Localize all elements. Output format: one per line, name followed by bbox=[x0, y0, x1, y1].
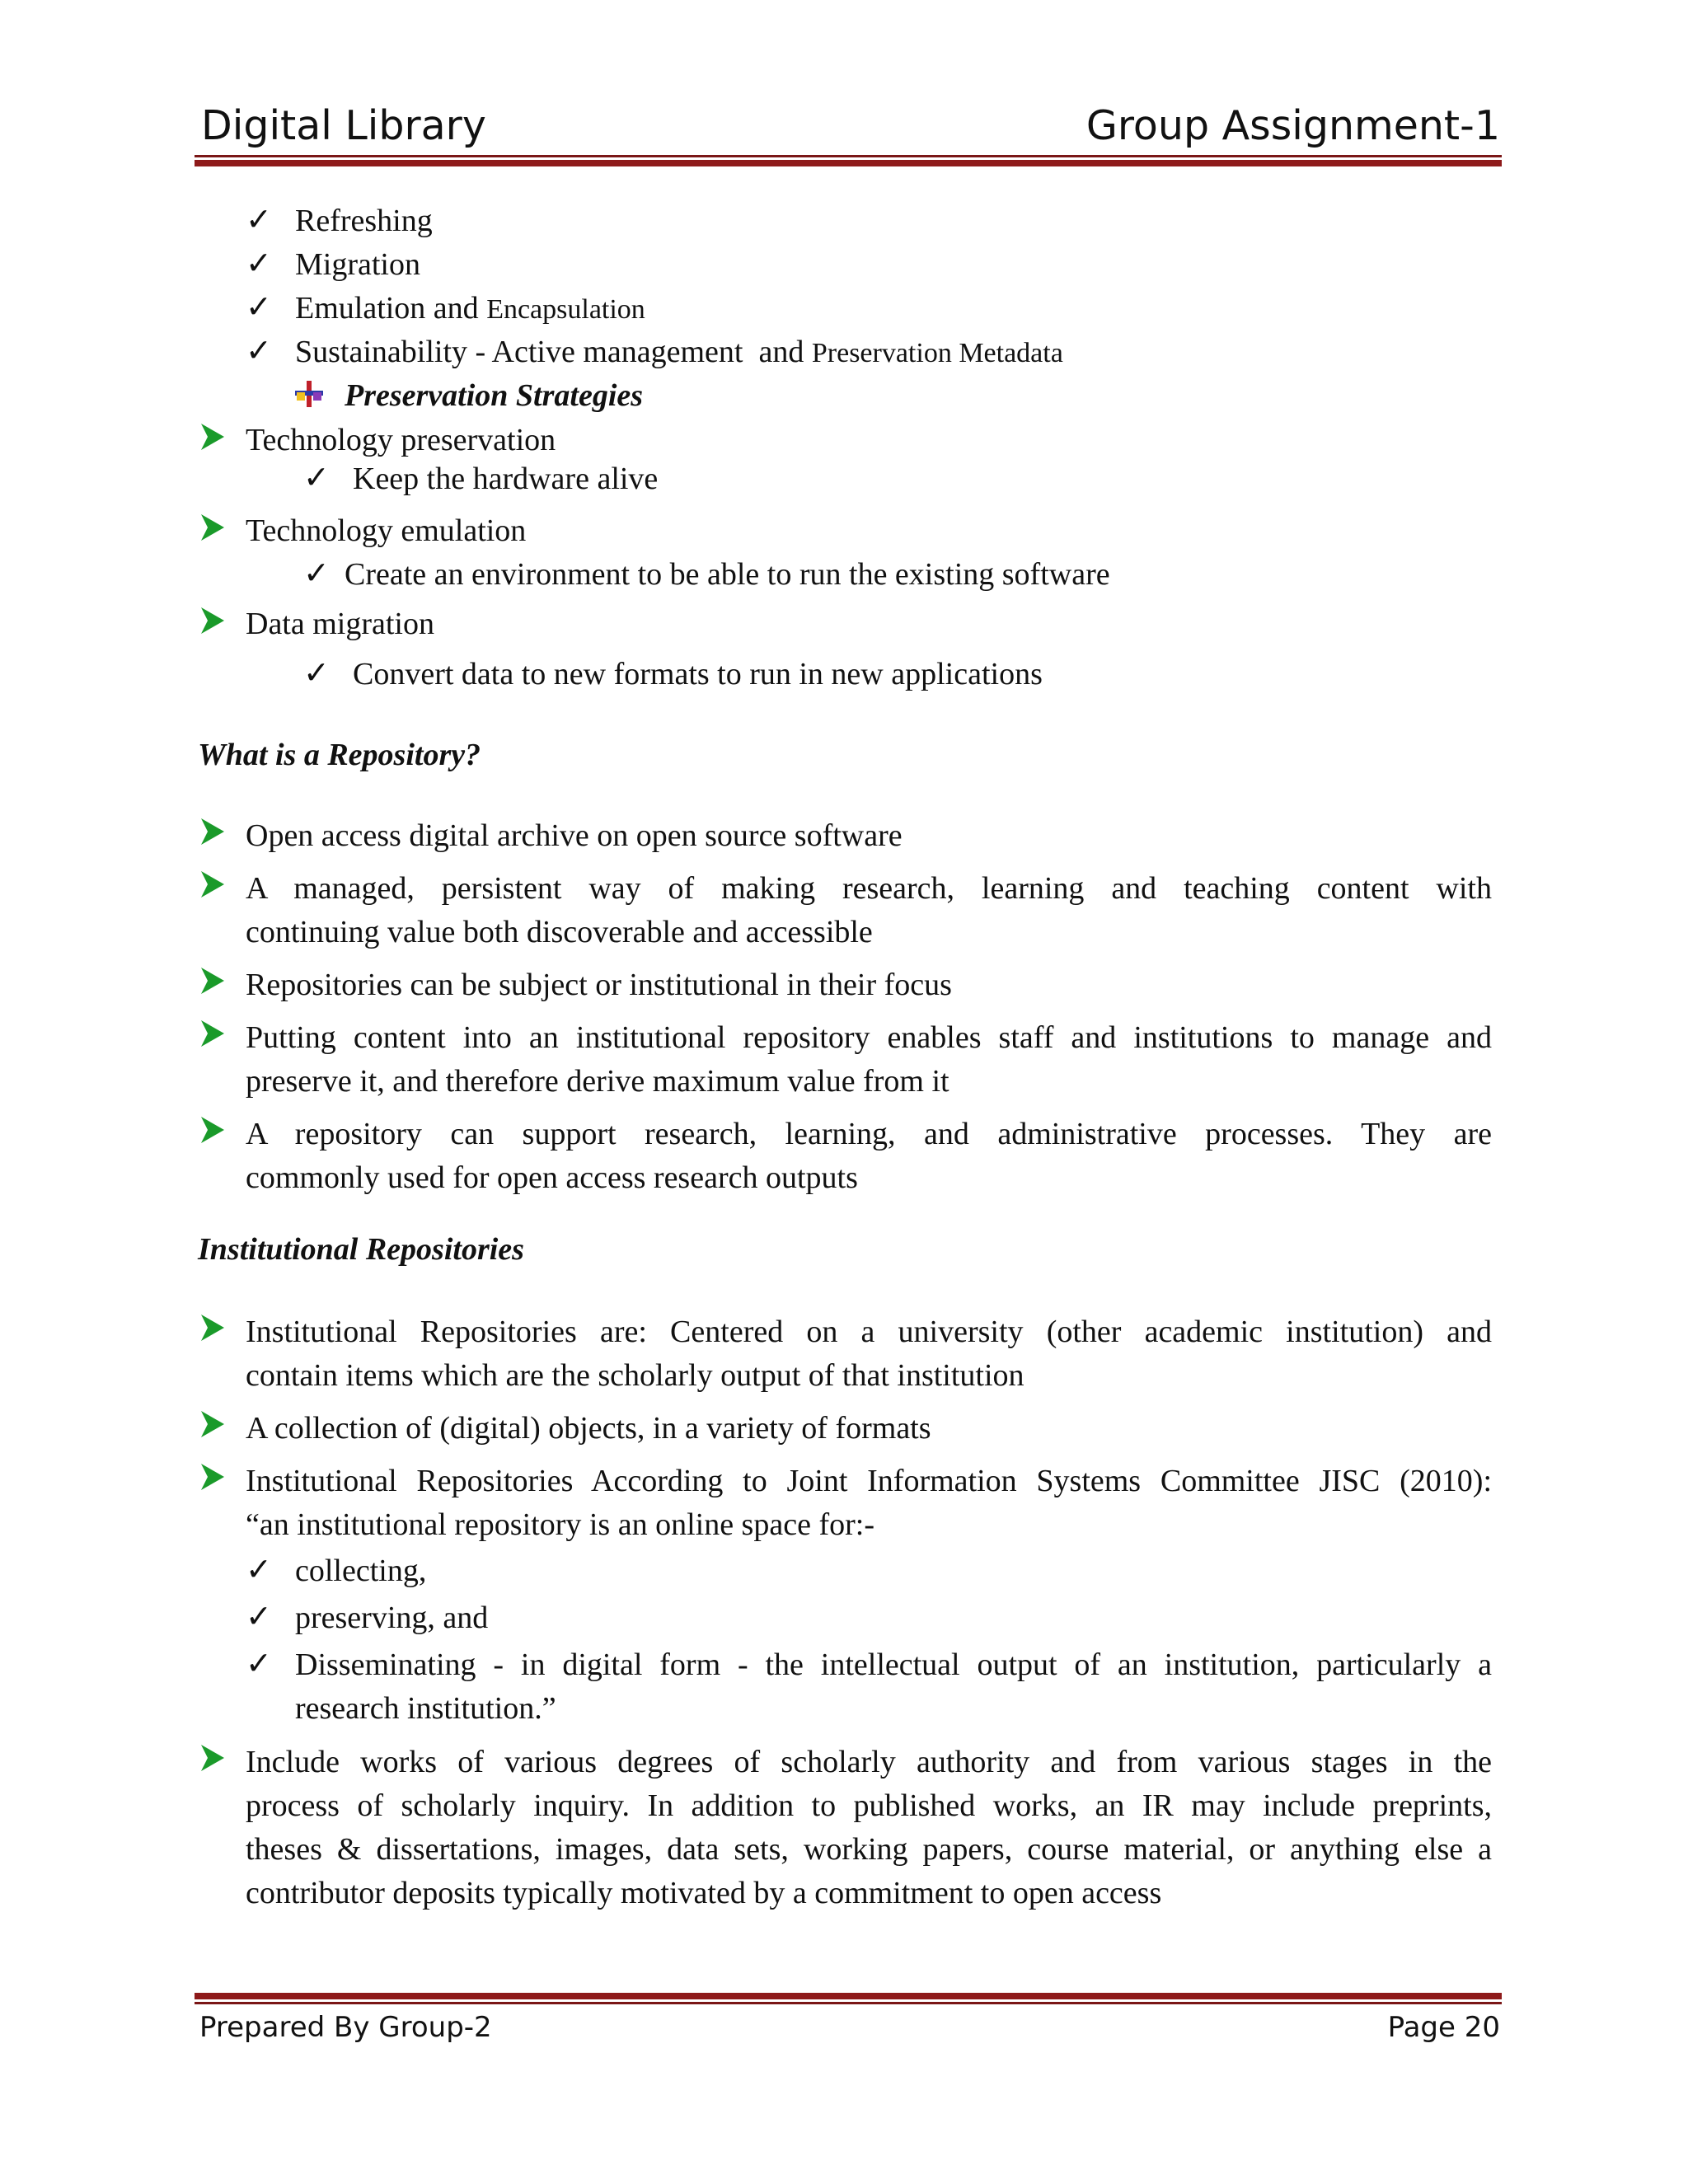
list-item: A collection of (digital) objects, in a variety of formats bbox=[246, 1411, 931, 1446]
repository-heading: What is a Repository? bbox=[198, 738, 481, 772]
list-item-text: Preservation Metadata bbox=[811, 338, 1063, 368]
page-header bbox=[198, 97, 1500, 155]
list-item: Putting content into an institutional repository enables staff and institutions to manage and bbox=[246, 1020, 1492, 1055]
list-item-text: Emulation and bbox=[295, 291, 479, 326]
list-item-text: - Active management bbox=[475, 335, 743, 369]
list-item: Repositories can be subject or institutional in their focus bbox=[246, 968, 952, 1002]
list-item: Include works of various degrees of scholarly authority and from various stages in the bbox=[246, 1745, 1492, 1779]
check-icon: ✓ bbox=[303, 555, 330, 591]
footer-rule-thin bbox=[195, 2002, 1502, 2004]
list-item bbox=[295, 287, 645, 331]
check-icon: ✓ bbox=[246, 245, 272, 281]
list-item: A repository can support research, learning, and administrative processes. They are bbox=[246, 1117, 1492, 1151]
header-assignment: Group Assignment-1 bbox=[1085, 102, 1500, 149]
list-item-continuation: research institution.” bbox=[295, 1691, 556, 1726]
list-item-continuation: “an institutional repository is an online space for:- bbox=[246, 1507, 874, 1542]
plus-bullet-icon bbox=[293, 379, 326, 409]
footer-page-number: Page 20 bbox=[1387, 2011, 1500, 2044]
strategy-sub: Keep the hardware alive bbox=[353, 462, 659, 496]
list-item: Open access digital archive on open source software bbox=[246, 818, 903, 853]
list-item: Disseminating - in digital form - the intellectual output of an institution, particularly a bbox=[295, 1647, 1492, 1682]
strategy-label: Technology emulation bbox=[246, 513, 527, 548]
list-item: Refreshing bbox=[295, 204, 433, 238]
list-item bbox=[295, 330, 1063, 375]
check-icon: ✓ bbox=[303, 654, 330, 691]
arrow-bullet-icon bbox=[199, 513, 226, 542]
institutional-heading: Institutional Repositories bbox=[198, 1232, 524, 1267]
arrow-bullet-icon bbox=[199, 817, 226, 846]
check-icon: ✓ bbox=[246, 201, 272, 237]
arrow-bullet-icon bbox=[199, 869, 226, 899]
list-item-text: Encapsulation bbox=[486, 294, 645, 325]
arrow-bullet-icon bbox=[199, 1409, 226, 1439]
list-item: collecting, bbox=[295, 1554, 427, 1588]
list-item-continuation: commonly used for open access research outputs bbox=[246, 1160, 858, 1195]
arrow-bullet-icon bbox=[199, 1743, 226, 1773]
header-title: Digital Library bbox=[201, 102, 486, 149]
arrow-bullet-icon bbox=[199, 1115, 226, 1145]
footer-prepared-by: Prepared By Group-2 bbox=[199, 2011, 492, 2044]
list-item-text: and bbox=[758, 335, 804, 369]
list-item-continuation: process of scholarly inquiry. In addition to published works, an IR may include preprints, bbox=[246, 1788, 1492, 1823]
header-rule-thick bbox=[195, 160, 1502, 166]
strategy-sub: Create an environment to be able to run the existing software bbox=[345, 557, 1110, 592]
check-icon: ✓ bbox=[246, 1598, 272, 1634]
strategy-sub: Convert data to new formats to run in new applications bbox=[353, 657, 1043, 691]
arrow-bullet-icon bbox=[199, 1313, 226, 1343]
list-item: A managed, persistent way of making research, learning and teaching content with bbox=[246, 871, 1492, 906]
list-item-continuation: theses & dissertations, images, data sets, working papers, course material, or anything else a bbox=[246, 1832, 1492, 1867]
arrow-bullet-icon bbox=[199, 606, 226, 635]
list-item: Institutional Repositories According to Joint Information Systems Committee JISC (2010): bbox=[246, 1464, 1492, 1498]
preservation-strategies-heading: Preservation Strategies bbox=[345, 378, 644, 413]
list-item: Migration bbox=[295, 247, 420, 282]
check-icon: ✓ bbox=[246, 288, 272, 325]
check-icon: ✓ bbox=[303, 459, 330, 495]
check-icon: ✓ bbox=[246, 1645, 272, 1681]
list-item-continuation: contain items which are the scholarly output of that institution bbox=[246, 1358, 1025, 1393]
list-item: preserving, and bbox=[295, 1601, 489, 1635]
header-rule-thin bbox=[195, 155, 1502, 157]
strategy-label: Technology preservation bbox=[246, 423, 556, 457]
arrow-bullet-icon bbox=[199, 1019, 226, 1048]
arrow-bullet-icon bbox=[199, 422, 226, 452]
list-item: Institutional Repositories are: Centered on a university (other academic institution) and bbox=[246, 1315, 1492, 1349]
arrow-bullet-icon bbox=[199, 966, 226, 996]
check-icon: ✓ bbox=[246, 1551, 272, 1587]
list-item-continuation: continuing value both discoverable and accessible bbox=[246, 915, 873, 949]
footer-rule-thick bbox=[195, 1993, 1502, 1999]
arrow-bullet-icon bbox=[199, 1462, 226, 1492]
list-item-text: Sustainability bbox=[295, 335, 467, 369]
strategy-label: Data migration bbox=[246, 607, 434, 641]
check-icon: ✓ bbox=[246, 332, 272, 368]
list-item-continuation: preserve it, and therefore derive maximum value from it bbox=[246, 1064, 950, 1099]
list-item-continuation: contributor deposits typically motivated by a commitment to open access bbox=[246, 1876, 1162, 1910]
